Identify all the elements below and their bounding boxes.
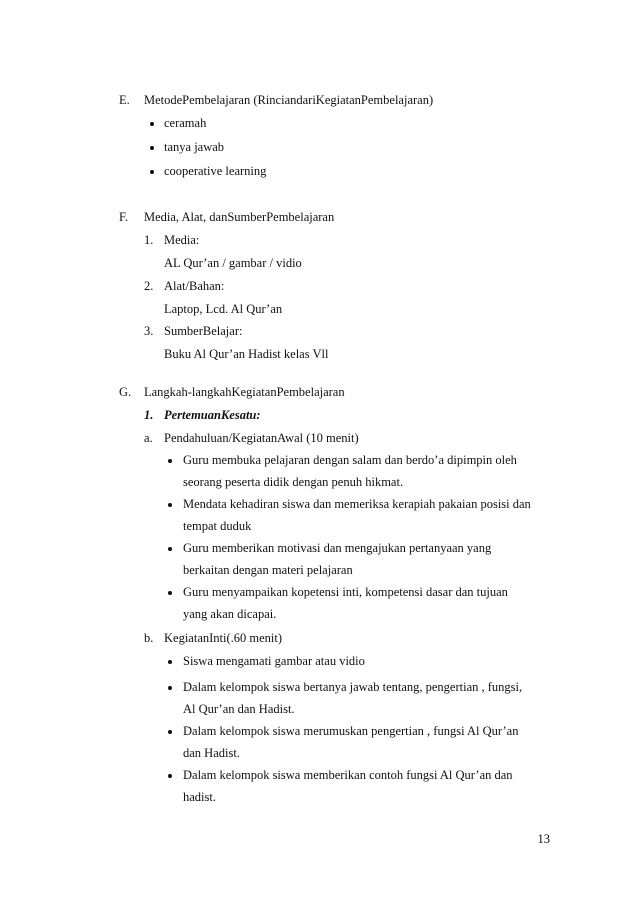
list-item-title: Media: <box>164 233 200 247</box>
list-item: cooperative learning <box>164 164 267 178</box>
list-item-line: dan Hadist. <box>183 746 240 760</box>
bullet-icon <box>168 686 172 690</box>
bullet-icon <box>168 503 172 507</box>
meeting-number: 1. <box>144 408 154 422</box>
meeting-title: PertemuanKesatu: <box>164 408 261 422</box>
list-item-line: yang akan dicapai. <box>183 607 277 621</box>
list-item-line: Dalam kelompok siswa bertanya jawab tentang, pengertian , fungsi, <box>183 680 523 694</box>
list-item: tanya jawab <box>164 140 225 154</box>
list-item-line: Dalam kelompok siswa memberikan contoh fungsi Al Qur’an dan <box>183 768 513 782</box>
part-b-title: KegiatanInti(.60 menit) <box>164 631 283 645</box>
list-number: 3. <box>144 324 154 338</box>
part-a-title: Pendahuluan/KegiatanAwal (10 menit) <box>164 431 359 445</box>
section-g-title: Langkah-langkahKegiatanPembelajaran <box>144 385 345 399</box>
bullet-icon <box>168 730 172 734</box>
list-number: 1. <box>144 233 154 247</box>
bullet-icon <box>150 122 154 126</box>
section-f-title: Media, Alat, danSumberPembelajaran <box>144 210 335 224</box>
section-e-title: MetodePembelajaran (RinciandariKegiatanPembelajaran) <box>144 93 434 107</box>
list-item-detail: AL Qur’an / gambar / vidio <box>164 256 302 270</box>
part-b-label: b. <box>144 631 154 645</box>
bullet-icon <box>168 774 172 778</box>
bullet-icon <box>168 591 172 595</box>
section-f-label: F. <box>119 210 129 224</box>
list-item-line: tempat duduk <box>183 519 252 533</box>
list-item-line: Guru memberikan motivasi dan mengajukan pertanyaan yang <box>183 541 492 555</box>
list-item-line: Mendata kehadiran siswa dan memeriksa kerapiah pakaian posisi dan <box>183 497 531 511</box>
list-item-line: seorang peserta didik dengan penuh hikmat. <box>183 475 404 489</box>
list-item-line: berkaitan dengan materi pelajaran <box>183 563 353 577</box>
bullet-icon <box>168 459 172 463</box>
list-item-detail: Buku Al Qur’an Hadist kelas Vll <box>164 347 329 361</box>
list-item-title: Alat/Bahan: <box>164 279 225 293</box>
list-item-line: hadist. <box>183 790 216 804</box>
bullet-icon <box>150 146 154 150</box>
section-e-label: E. <box>119 93 130 107</box>
list-item-line: Dalam kelompok siswa merumuskan pengertian , fungsi Al Qur’an <box>183 724 519 738</box>
list-item-line: Siswa mengamati gambar atau vidio <box>183 654 365 668</box>
list-number: 2. <box>144 279 154 293</box>
bullet-icon <box>168 660 172 664</box>
list-item-detail: Laptop, Lcd. Al Qur’an <box>164 302 283 316</box>
list-item-line: Guru membuka pelajaran dengan salam dan berdo’a dipimpin oleh <box>183 453 517 467</box>
bullet-icon <box>168 547 172 551</box>
section-g-label: G. <box>119 385 132 399</box>
list-item-line: Guru menyampaikan kopetensi inti, kompetensi dasar dan tujuan <box>183 585 508 599</box>
list-item: ceramah <box>164 116 207 130</box>
list-item-title: SumberBelajar: <box>164 324 243 338</box>
bullet-icon <box>150 170 154 174</box>
part-a-label: a. <box>144 431 153 445</box>
list-item-line: Al Qur’an dan Hadist. <box>183 702 295 716</box>
page-number: 13 <box>537 832 550 846</box>
